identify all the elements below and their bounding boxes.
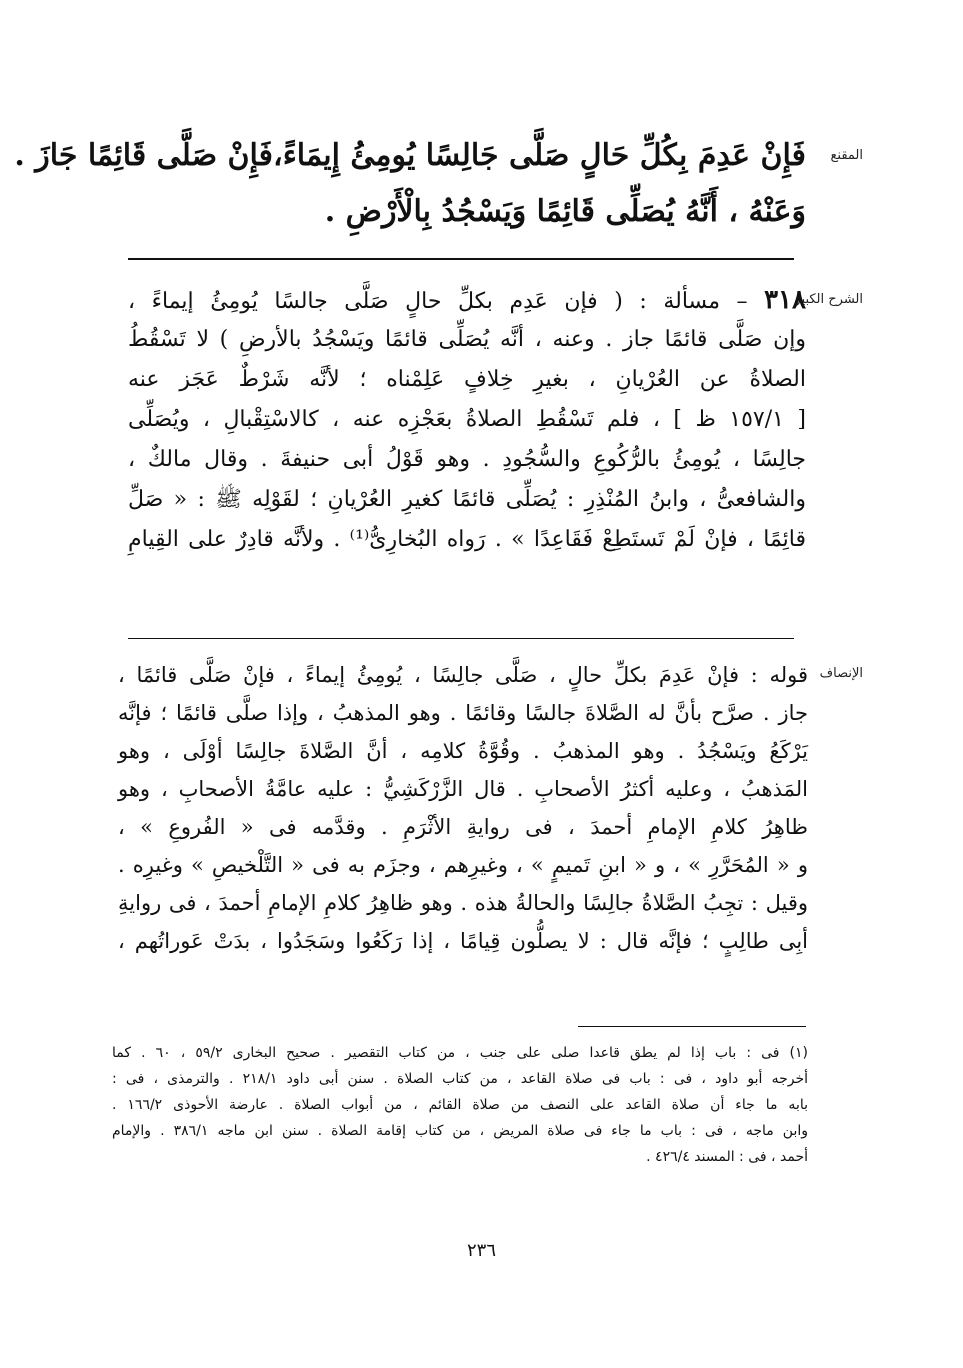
insaf-line: ظاهِرُ كلامِ الإمامِ أحمدَ ، فى روايةِ الأثْرَمِ . وقدَّمه فى « الفُروعِ » ، — [118, 815, 808, 839]
footnote-line: أخرجه أبو داود ، فى : باب فى صلاة القاعد ، من كتاب الصلاة . سنن أبى داود ٢١٨/١ . والترمذى ، فى : — [112, 1071, 809, 1087]
insaf-line: المَذهبُ ، وعليه أكثرُ الأصحابِ . قال الزَّرْكَشِيُّ : عليه عامَّةُ الأصحابِ ، وهو — [118, 777, 808, 801]
matn-line: فَإِنْ عَدِمَ بِكُلِّ حَالٍ صَلَّى جَالِسًا يُومِئُ إِيمَاءً،فَإِنْ صَلَّى قَائِمًا جَازَ . — [14, 138, 806, 173]
section-label-sharh: الشرح الكبير — [794, 292, 863, 307]
insaf-text — [118, 656, 808, 960]
footnote-line: أحمد ، فى : المسند ٤٢٦/٤ . — [646, 1149, 808, 1165]
footnote-line: (١) فى : باب إذا لم يطق قاعدا صلى على جنب ، من كتاب التقصير . صحيح البخارى ٥٩/٢ ، ٦٠ . كما — [112, 1045, 809, 1061]
sharh-line: جالِسًا ، يُومِئُ بالرُّكُوعِ والسُّجُودِ . وهو قَوْلُ أبى حنيفةَ . وقال مالكٌ ، — [128, 447, 806, 472]
footnote-line: بابه ما جاء أن صلاة القاعد على النصف من صلاة القائم ، من أبواب الصلاة . عارضة الأحوذى ١٦٦/٢ . — [112, 1097, 809, 1113]
sharh-line — [128, 280, 806, 320]
footnotes — [112, 1040, 808, 1170]
section-label-muqni: المقنع — [830, 148, 863, 163]
sharh-line: الصلاةُ عن العُرْيانِ ، بغيرِ خِلافٍ عَلِمْناه ؛ لأنَّه شَرْطٌ عَجَز عنه — [128, 367, 806, 392]
section-divider — [128, 638, 794, 639]
insaf-line: وقيل : تجِبُ الصَّلاةُ جالِسًا والحالةُ هذه . وهو ظاهِرُ كلامِ الإمامِ أحمدَ ، فى روايةِ — [118, 891, 808, 915]
matn-text — [14, 128, 806, 240]
section-divider — [128, 258, 794, 260]
insaf-line: قوله : فإنْ عَدِمَ بكلِّ حالٍ ، صَلَّى جالِسًا ، يُومِئُ إيماءً ، فإنْ صَلَّى قائمًا ، — [118, 663, 808, 687]
masala-number: ٣١٨ — [764, 285, 806, 315]
insaf-line: يَرْكَعُ ويَسْجُدُ . وهو المذهبُ . وقُوَّةُ كلامِه ، أنَّ الصَّلاةَ جالِسًا أوْلَى ، وهو — [118, 739, 808, 763]
matn-line: وَعَنْهُ ، أَنَّهُ يُصَلِّى قَائِمًا وَيَسْجُدُ بِالْأَرْضِ . — [324, 194, 806, 229]
sharh-text — [128, 280, 806, 560]
footnote-line: وابن ماجه ، فى : باب ما جاء فى صلاة المريض ، من كتاب إقامة الصلاة . سنن ابن ماجه ٣٨٦/١ . والإمام — [112, 1123, 808, 1139]
sharh-line: وإن صَلَّى قائمًا جاز . وعنه ، أنَّه يُصَلِّى قائمًا ويَسْجُدُ بالأرضِ ) لا تَسْقُطُ — [128, 327, 806, 352]
page-number: ٢٣٦ — [466, 1240, 496, 1261]
insaf-line: أبِى طالِبٍ ؛ فإنَّه قال : لا يصلُّون قِيامًا ، إذا رَكَعُوا وسَجَدُوا ، بدَتْ عَوراتُهم ، — [118, 929, 808, 953]
footnote-divider — [578, 1026, 806, 1027]
section-label-insaf: الإنصاف — [819, 666, 863, 681]
insaf-line: جاز . صرَّح بأنَّ له الصَّلاةَ جالسًا وقائمًا . وهو المذهبُ ، وإذا صلَّى قائمًا ؛ فإنَّه — [118, 701, 808, 725]
sharh-line: قائِمًا ، فإنْ لَمْ تَستَطِعْ فَقَاعِدًا » . رَواه البُخارِىُّ⁽¹⁾ . ولأنَّه قادِرٌ على القِيامِ — [128, 527, 807, 552]
insaf-line: و « المُحَرَّرِ » ، و « ابنِ تَميمٍ » ، وغيرِهم ، وجزَم به فى « التَّلْخيصِ » وغيرِه . — [118, 853, 808, 877]
masala-heading: – مسألة : ( فإن عَدِم بكلِّ حالٍ صَلَّى جالسًا يُومِئُ إيماءً ، — [128, 289, 748, 314]
sharh-line: [ ١٥٧/١ ظ ] ، فلم تَسْقُطِ الصلاةُ بعَجْزِه عنه ، كالاسْتِقْبالِ ، ويُصَلِّى — [128, 407, 807, 432]
sharh-line: والشافعىُّ ، وابنُ المُنْذِرِ : يُصَلِّى قائمًا كغيرِ العُرْيانِ ؛ لقَوْلِه ﷺ : « صَلِّ — [128, 487, 806, 512]
